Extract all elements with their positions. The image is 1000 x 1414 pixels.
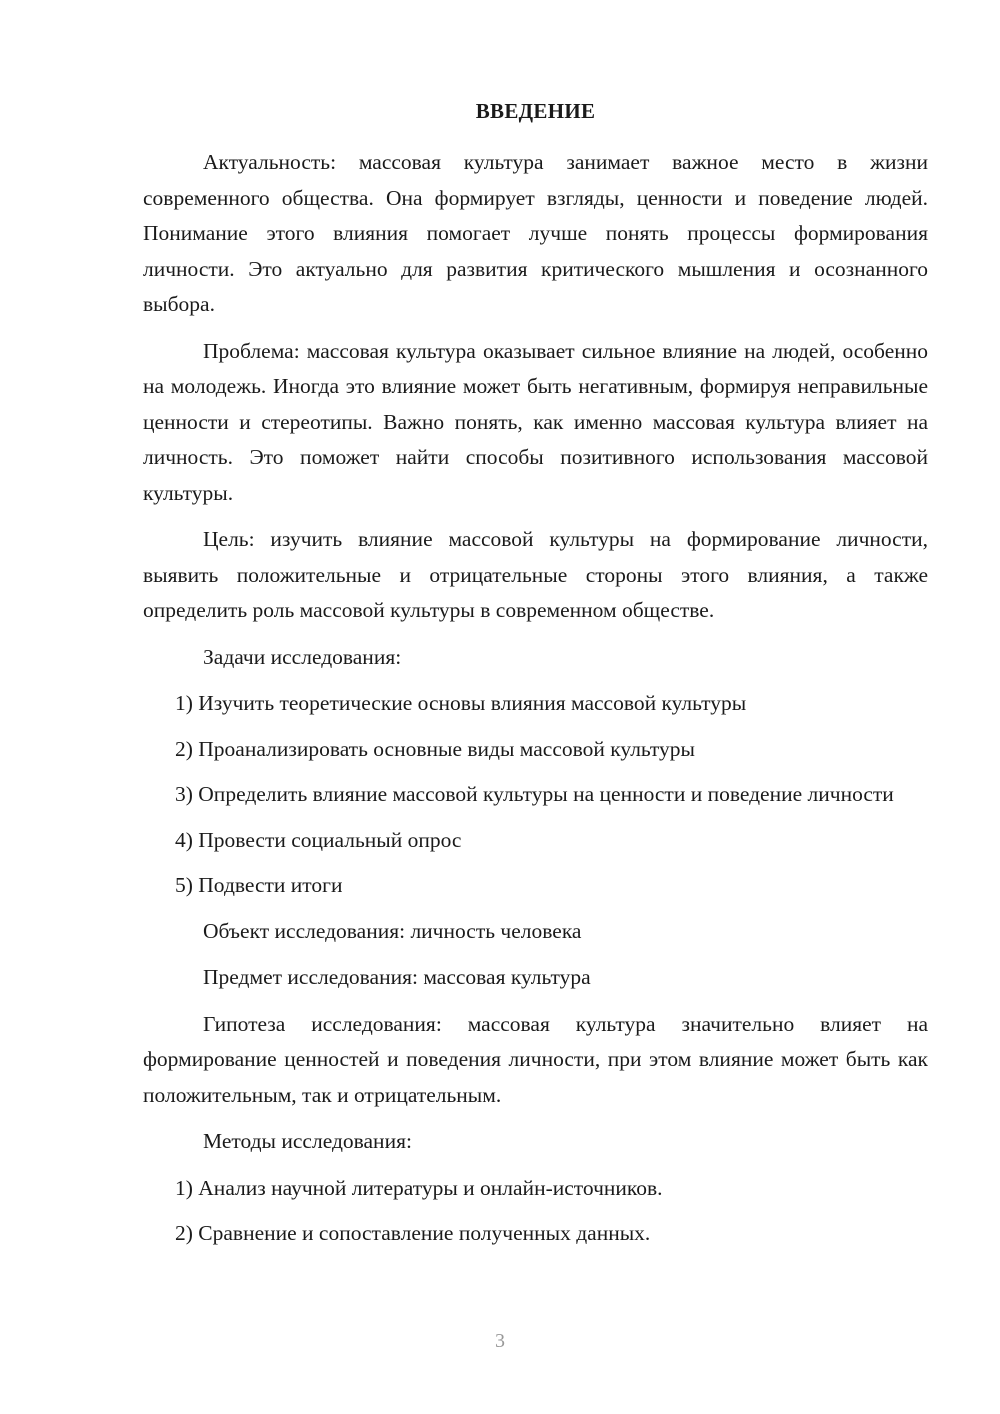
task-item: 1) Изучить теоретические основы влияния массовой культуры bbox=[175, 691, 747, 715]
task-item: 2) Проанализировать основные виды массовой культуры bbox=[175, 736, 695, 761]
research-object: Объект исследования: личность человека bbox=[203, 918, 582, 943]
research-subject: Предмет исследования: массовая культура bbox=[203, 965, 591, 989]
method-item: 1) Анализ научной литературы и онлайн-источников. bbox=[175, 1175, 663, 1200]
research-hypothesis: Гипотеза исследования: массовая культура значительно влияет на формирование ценностей и поведения личности, при этом влияние может быть как положительным, так и отрицательным. bbox=[143, 1011, 928, 1107]
page-title: ВВЕДЕНИЕ bbox=[475, 99, 596, 123]
page-number: 3 bbox=[495, 1330, 505, 1352]
tasks-heading: Задачи исследования: bbox=[203, 644, 402, 669]
task-item: 4) Провести социальный опрос bbox=[175, 827, 462, 852]
methods-heading: Методы исследования: bbox=[203, 1129, 412, 1153]
relevance-paragraph: Актуальность: массовая культура занимает важное место в жизни современного общества. Она формирует взгляды, ценности и поведение людей. Понимание этого влияния помогает лучше понять процессы формирования личности. Это актуально для развития критического мышления и осознанного выбора. bbox=[143, 150, 928, 316]
page-content bbox=[143, 93, 928, 1262]
method-item: 2) Сравнение и сопоставление полученных данных. bbox=[175, 1221, 651, 1245]
task-item: 3) Определить влияние массовой культуры на ценности и поведение личности bbox=[175, 782, 894, 806]
goal-paragraph: Цель: изучить влияние массовой культуры на формирование личности, выявить положительные и отрицательные стороны этого влияния, а также определить роль массовой культуры в современном обществе. bbox=[143, 527, 928, 622]
task-item: 5) Подвести итоги bbox=[175, 873, 343, 897]
problem-paragraph: Проблема: массовая культура оказывает сильное влияние на людей, особенно на молодежь. Иногда это влияние может быть негативным, формируя неправильные ценности и стереотипы. Важно понять, как именно массовая культура влияет на личность. Это поможет найти способы позитивного использования массовой культуры. bbox=[143, 338, 928, 505]
